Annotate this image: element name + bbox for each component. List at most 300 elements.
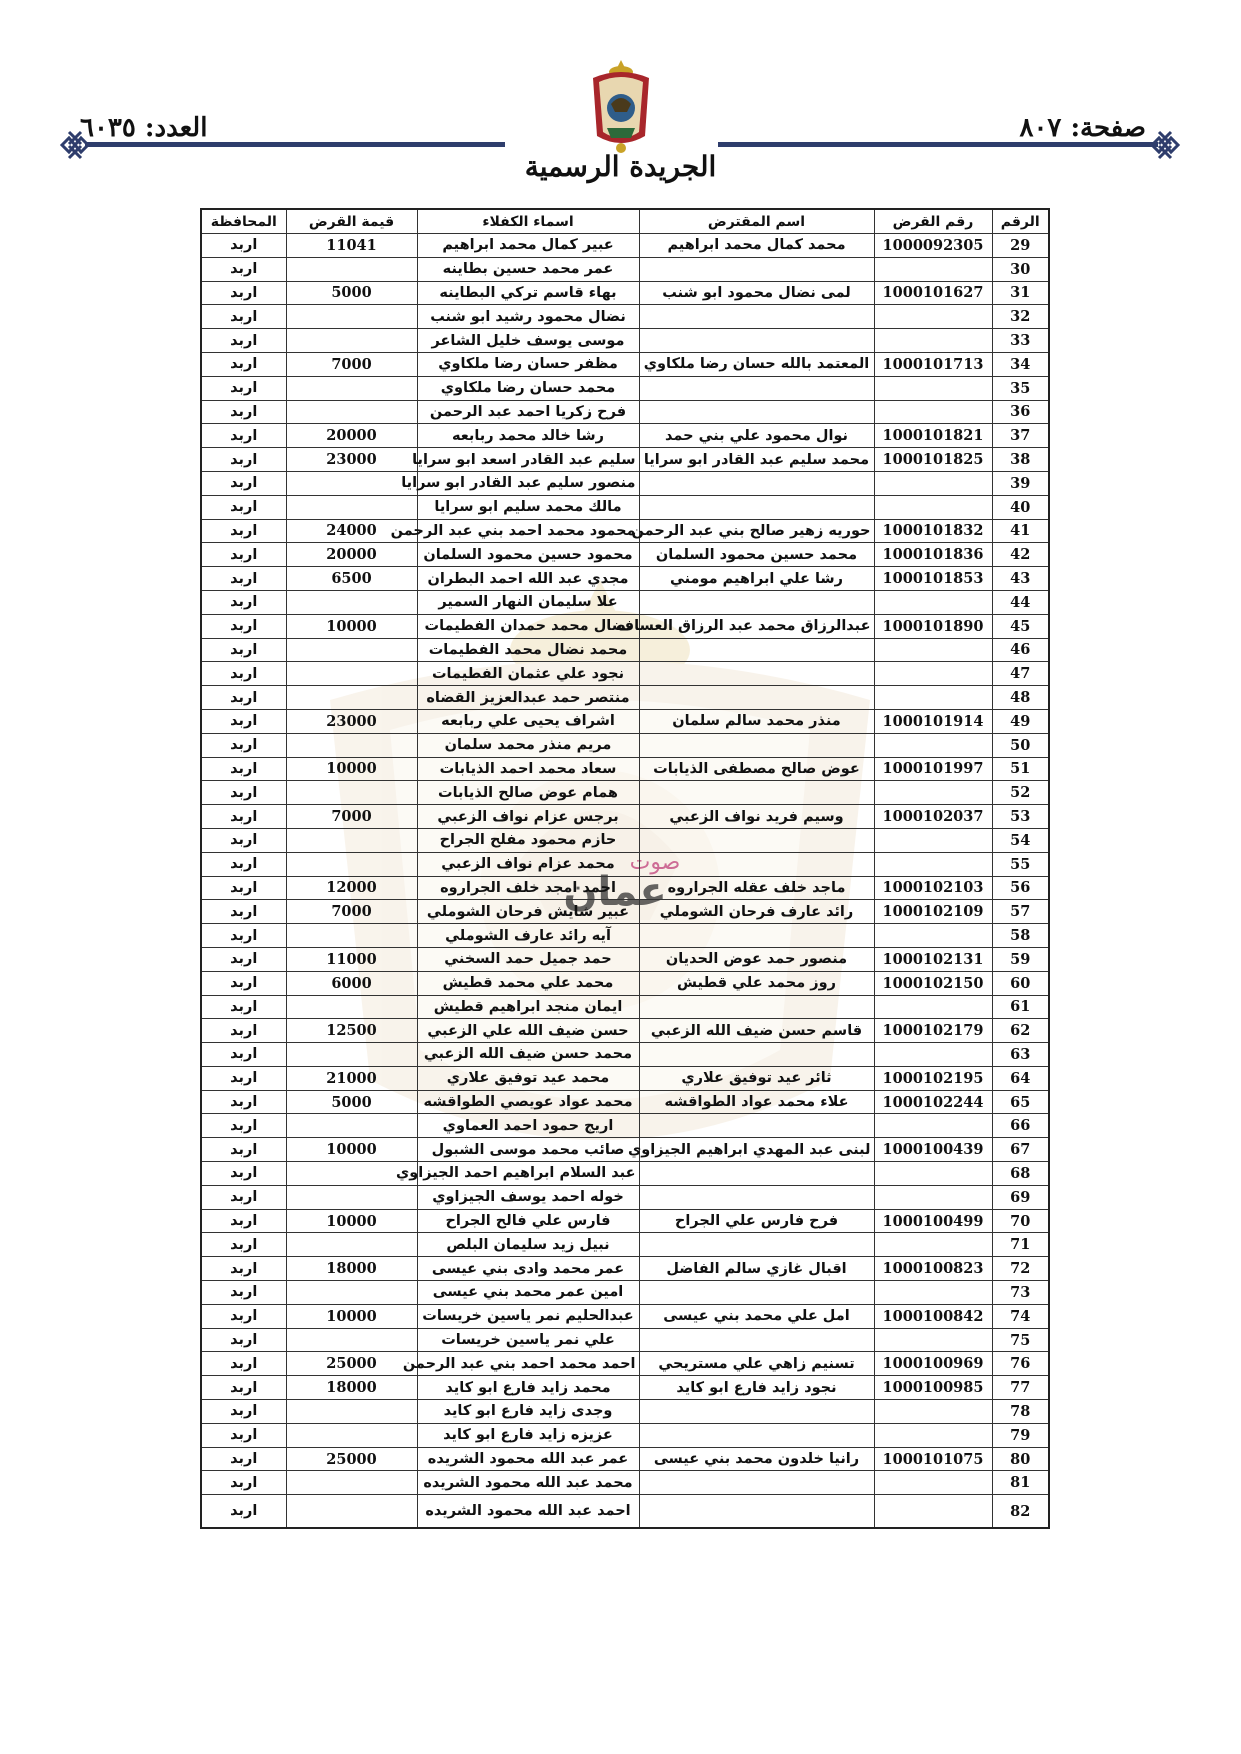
loan-number [874,495,992,519]
borrower-name [639,257,874,281]
loan-number [874,1328,992,1352]
loan-amount [286,400,417,424]
row-number: 36 [992,400,1049,424]
governorate: اربد [201,733,286,757]
row-number: 71 [992,1233,1049,1257]
row-number: 37 [992,424,1049,448]
row-number: 55 [992,852,1049,876]
governorate: اربد [201,1019,286,1043]
loan-number: 1000101627 [874,281,992,305]
table-row [201,424,1049,448]
row-number: 42 [992,543,1049,567]
loan-number [874,1281,992,1305]
table-row [201,781,1049,805]
borrower-name [639,1185,874,1209]
guarantor-name: همام عوض صالح الذيابات [417,781,639,805]
borrower-name: تسنيم زاهي علي مستريحي [639,1352,874,1376]
loan-number: 1000100985 [874,1376,992,1400]
governorate: اربد [201,590,286,614]
borrower-name [639,1233,874,1257]
row-number: 51 [992,757,1049,781]
row-number: 75 [992,1328,1049,1352]
guarantor-name: سليم عبد القادر اسعد ابو سرايا [417,448,639,472]
loan-number: 1000101997 [874,757,992,781]
row-number: 43 [992,567,1049,591]
borrower-name: محمد سليم عبد القادر ابو سرايا [639,448,874,472]
row-number: 53 [992,805,1049,829]
borrower-name: روز محمد علي قطيش [639,971,874,995]
governorate: اربد [201,1257,286,1281]
governorate: اربد [201,567,286,591]
row-number: 44 [992,590,1049,614]
loan-amount [286,686,417,710]
guarantor-name: عمر عبد الله محمود الشريده [417,1447,639,1471]
table-row [201,234,1049,258]
loan-amount: 20000 [286,543,417,567]
loan-number [874,1114,992,1138]
col-header-loan-number: رقم القرض [874,209,992,234]
loan-amount [286,924,417,948]
loan-number [874,471,992,495]
loan-number: 1000100842 [874,1304,992,1328]
table-row [201,709,1049,733]
loan-number: 1000101853 [874,567,992,591]
guarantor-name: احمد امجد خلف الجراروه [417,876,639,900]
loan-number [874,376,992,400]
loan-amount [286,305,417,329]
borrower-name: فرح فارس علي الجراح [639,1209,874,1233]
loan-number: 1000101832 [874,519,992,543]
loan-number [874,1233,992,1257]
table-row [201,305,1049,329]
borrower-name [639,1043,874,1067]
borrower-name: نوال محمود علي بني حمد [639,424,874,448]
row-number: 81 [992,1471,1049,1495]
table-row [201,733,1049,757]
governorate: اربد [201,234,286,258]
row-number: 62 [992,1019,1049,1043]
table-row [201,590,1049,614]
borrower-name: رشا علي ابراهيم مومني [639,567,874,591]
row-number: 77 [992,1376,1049,1400]
loan-amount [286,852,417,876]
loan-amount [286,1281,417,1305]
guarantor-name: علي نمر ياسين خريسات [417,1328,639,1352]
table-row [201,1209,1049,1233]
borrower-name: المعتمد بالله حسان رضا ملكاوي [639,352,874,376]
row-number: 72 [992,1257,1049,1281]
table-row [201,1185,1049,1209]
borrower-name [639,495,874,519]
loan-amount: 5000 [286,281,417,305]
guarantor-name: ايمان منجد ابراهيم قطيش [417,995,639,1019]
borrower-name [639,305,874,329]
borrower-name: اقبال غازي سالم الفاضل [639,1257,874,1281]
table-row [201,1376,1049,1400]
loan-number [874,590,992,614]
borrower-name [639,1495,874,1529]
loan-amount [286,638,417,662]
table-row [201,805,1049,829]
guarantor-name: علا سليمان النهار السمير [417,590,639,614]
governorate: اربد [201,257,286,281]
loan-amount: 20000 [286,424,417,448]
row-number: 80 [992,1447,1049,1471]
table-row [201,852,1049,876]
table-row [201,1423,1049,1447]
loan-number [874,1400,992,1424]
row-number: 54 [992,828,1049,852]
guarantor-name: نضال محمود رشيد ابو شنب [417,305,639,329]
guarantor-name: عبير كمال محمد ابراهيم [417,234,639,258]
row-number: 38 [992,448,1049,472]
col-header-number: الرقم [992,209,1049,234]
loan-number [874,329,992,353]
table-row [201,1257,1049,1281]
loan-amount: 7000 [286,352,417,376]
guarantor-name: محمد زايد فارع ابو كايد [417,1376,639,1400]
row-number: 69 [992,1185,1049,1209]
table-row [201,543,1049,567]
borrower-name [639,1328,874,1352]
loan-amount: 10000 [286,614,417,638]
borrower-name: قاسم حسن ضيف الله الزعبي [639,1019,874,1043]
table-row [201,1138,1049,1162]
guarantor-name: محمد نضال محمد الفطيمات [417,638,639,662]
table-row [201,1328,1049,1352]
governorate: اربد [201,971,286,995]
loan-amount [286,590,417,614]
loan-number [874,1185,992,1209]
loan-number [874,781,992,805]
row-number: 82 [992,1495,1049,1529]
governorate: اربد [201,1447,286,1471]
borrower-name: عبدالرزاق محمد عبد الرزاق العساف [639,614,874,638]
guarantor-name: نضال محمد حمدان الفطيمات [417,614,639,638]
governorate: اربد [201,947,286,971]
row-number: 59 [992,947,1049,971]
row-number: 49 [992,709,1049,733]
borrower-name: لمى نضال محمود ابو شنب [639,281,874,305]
loan-number [874,686,992,710]
loan-amount: 10000 [286,1304,417,1328]
table-row [201,471,1049,495]
row-number: 33 [992,329,1049,353]
row-number: 48 [992,686,1049,710]
loan-amount [286,1471,417,1495]
governorate: اربد [201,1090,286,1114]
guarantor-name: اريج حمود احمد العماوي [417,1114,639,1138]
row-number: 34 [992,352,1049,376]
governorate: اربد [201,781,286,805]
table-row [201,947,1049,971]
guarantor-name: موسى يوسف خليل الشاعر [417,329,639,353]
borrower-name [639,1400,874,1424]
governorate: اربد [201,1423,286,1447]
row-number: 79 [992,1423,1049,1447]
guarantor-name: مالك محمد سليم ابو سرايا [417,495,639,519]
guarantor-name: رشا خالد محمد ربابعه [417,424,639,448]
borrower-name [639,590,874,614]
loan-number [874,1495,992,1529]
loan-number: 1000101713 [874,352,992,376]
loan-amount [286,1495,417,1529]
loan-amount: 25000 [286,1352,417,1376]
guarantor-name: عمر محمد وادى بني عيسى [417,1257,639,1281]
guarantor-name: حازم محمود مفلح الجراح [417,828,639,852]
loan-number [874,1423,992,1447]
governorate: اربد [201,1043,286,1067]
table-row [201,686,1049,710]
governorate: اربد [201,495,286,519]
guarantor-name: احمد محمد احمد بني عبد الرحمن [417,1352,639,1376]
row-number: 68 [992,1162,1049,1186]
row-number: 50 [992,733,1049,757]
loan-amount: 25000 [286,1447,417,1471]
loan-amount [286,1114,417,1138]
table-row [201,1304,1049,1328]
jordan-coat-of-arms-icon [585,58,657,158]
col-header-governorate: المحافظة [201,209,286,234]
col-header-loan-amount: قيمة القرض [286,209,417,234]
loan-number [874,828,992,852]
table-row [201,281,1049,305]
loan-amount: 11000 [286,947,417,971]
borrower-name [639,1423,874,1447]
loan-number: 1000102179 [874,1019,992,1043]
guarantor-name: احمد عبد الله محمود الشريده [417,1495,639,1529]
governorate: اربد [201,543,286,567]
table-row [201,828,1049,852]
table-row [201,971,1049,995]
loan-amount [286,376,417,400]
row-number: 76 [992,1352,1049,1376]
col-header-guarantors: اسماء الكفلاء [417,209,639,234]
table-row [201,1233,1049,1257]
guarantor-name: آيه رائد عارف الشوملي [417,924,639,948]
row-number: 45 [992,614,1049,638]
loan-amount: 12000 [286,876,417,900]
svg-text:عمان: عمان [563,869,667,915]
borrower-name: عوض صالح مصطفى الذيابات [639,757,874,781]
loan-number [874,305,992,329]
table-row [201,1495,1049,1529]
loan-amount [286,1043,417,1067]
gazette-title: الجريدة الرسمية [524,150,717,183]
borrower-name [639,995,874,1019]
loan-amount: 6500 [286,567,417,591]
loan-number [874,995,992,1019]
borrower-name [639,400,874,424]
loan-amount [286,662,417,686]
guarantor-name: محمد علي محمد قطيش [417,971,639,995]
guarantor-name: محمد عزام نواف الزعبي [417,852,639,876]
table-row [201,1162,1049,1186]
table-row [201,352,1049,376]
loan-number: 1000101075 [874,1447,992,1471]
borrower-name: ثائر عيد توفيق علاري [639,1066,874,1090]
governorate: اربد [201,1138,286,1162]
loan-amount: 24000 [286,519,417,543]
guarantor-name: مريم منذر محمد سلمان [417,733,639,757]
governorate: اربد [201,852,286,876]
governorate: اربد [201,638,286,662]
governorate: اربد [201,614,286,638]
borrower-name: نجود زايد فارع ابو كايد [639,1376,874,1400]
row-number: 67 [992,1138,1049,1162]
guarantor-name: حسن ضيف الله علي الزعبي [417,1019,639,1043]
guarantor-name: صائب محمد موسى الشبول [417,1138,639,1162]
issue-number: العدد: ٦٠٣٥ [80,113,208,143]
table-row [201,376,1049,400]
row-number: 32 [992,305,1049,329]
borrower-name [639,828,874,852]
table-row [201,1019,1049,1043]
loan-number: 1000100499 [874,1209,992,1233]
guarantor-name: نجود علي عثمان الفطيمات [417,662,639,686]
loan-number: 1000102195 [874,1066,992,1090]
row-number: 46 [992,638,1049,662]
guarantor-name: اشراف يحيى علي ربابعه [417,709,639,733]
governorate: اربد [201,1162,286,1186]
guarantor-name: محمود حسين محمود السلمان [417,543,639,567]
loan-number: 1000100823 [874,1257,992,1281]
table-row [201,1090,1049,1114]
table-row [201,924,1049,948]
governorate: اربد [201,424,286,448]
governorate: اربد [201,1114,286,1138]
guarantor-name: فارس علي فالح الجراح [417,1209,639,1233]
loan-amount: 5000 [286,1090,417,1114]
governorate: اربد [201,1304,286,1328]
loan-number: 1000102150 [874,971,992,995]
row-number: 57 [992,900,1049,924]
borrower-name [639,1162,874,1186]
loans-table [200,208,1050,1529]
guarantor-name: نبيل زيد سليمان البلص [417,1233,639,1257]
borrower-name [639,1114,874,1138]
guarantor-name: محمد حسان رضا ملكاوي [417,376,639,400]
guarantor-name: مظفر حسان رضا ملكاوي [417,352,639,376]
guarantor-name: محمد عبد الله محمود الشريده [417,1471,639,1495]
governorate: اربد [201,662,286,686]
borrower-name: محمد كمال محمد ابراهيم [639,234,874,258]
guarantor-name: عبد السلام ابراهيم احمد الجيزاوي [417,1162,639,1186]
guarantor-name: عزيزه زايد فارع ابو كايد [417,1423,639,1447]
governorate: اربد [201,924,286,948]
borrower-name: لبنى عبد المهدي ابراهيم الجيزاوي [639,1138,874,1162]
guarantor-name: محمد عواد عويصي الطواقشه [417,1090,639,1114]
loan-number: 1000102131 [874,947,992,971]
loan-amount [286,1423,417,1447]
loan-amount [286,1233,417,1257]
loan-amount [286,257,417,281]
guarantor-name: بهاء قاسم تركي البطاينه [417,281,639,305]
table-row [201,638,1049,662]
row-number: 66 [992,1114,1049,1138]
table-row [201,448,1049,472]
loan-number: 1000101825 [874,448,992,472]
loan-number: 1000100439 [874,1138,992,1162]
loan-amount: 12500 [286,1019,417,1043]
table-row [201,495,1049,519]
loan-number: 1000092305 [874,234,992,258]
governorate: اربد [201,757,286,781]
governorate: اربد [201,1495,286,1529]
borrower-name [639,329,874,353]
loan-number: 1000101890 [874,614,992,638]
loan-number: 1000100969 [874,1352,992,1376]
loan-number: 1000102244 [874,1090,992,1114]
guarantor-name: عبير شايش فرحان الشوملي [417,900,639,924]
table-row [201,1281,1049,1305]
governorate: اربد [201,519,286,543]
loan-amount: 10000 [286,757,417,781]
borrower-name: امل علي محمد بني عيسى [639,1304,874,1328]
borrower-name [639,733,874,757]
table-row [201,1400,1049,1424]
row-number: 29 [992,234,1049,258]
loan-amount [286,733,417,757]
loan-amount [286,1400,417,1424]
borrower-name [639,471,874,495]
loan-number: 1000102109 [874,900,992,924]
borrower-name: علاء محمد عواد الطواقشه [639,1090,874,1114]
row-number: 31 [992,281,1049,305]
row-number: 41 [992,519,1049,543]
governorate: اربد [201,1281,286,1305]
borrower-name [639,662,874,686]
row-number: 40 [992,495,1049,519]
loan-number [874,733,992,757]
borrower-name: ماجد خلف عقله الجراروه [639,876,874,900]
table-row [201,1352,1049,1376]
loan-amount [286,995,417,1019]
table-row [201,876,1049,900]
governorate: اربد [201,1376,286,1400]
guarantor-name: سعاد محمد احمد الذيابات [417,757,639,781]
loan-number [874,662,992,686]
governorate: اربد [201,1471,286,1495]
table-row [201,995,1049,1019]
loan-number: 1000102103 [874,876,992,900]
loan-amount: 18000 [286,1376,417,1400]
borrower-name [639,1471,874,1495]
borrower-name [639,852,874,876]
table-row [201,1043,1049,1067]
borrower-name [639,376,874,400]
borrower-name [639,781,874,805]
table-row [201,519,1049,543]
table-row [201,1447,1049,1471]
table-row [201,900,1049,924]
loan-number [874,638,992,662]
guarantor-name: عمر محمد حسين بطاينه [417,257,639,281]
row-number: 30 [992,257,1049,281]
table-row [201,329,1049,353]
loan-amount: 10000 [286,1138,417,1162]
loan-number [874,257,992,281]
loan-number [874,1471,992,1495]
governorate: اربد [201,900,286,924]
loan-amount [286,471,417,495]
table-row [201,1471,1049,1495]
loan-amount: 23000 [286,709,417,733]
loan-amount: 11041 [286,234,417,258]
governorate: اربد [201,995,286,1019]
guarantor-name: محمد عيد توفيق علاري [417,1066,639,1090]
guarantor-name: محمود محمد احمد بني عبد الرحمن [417,519,639,543]
